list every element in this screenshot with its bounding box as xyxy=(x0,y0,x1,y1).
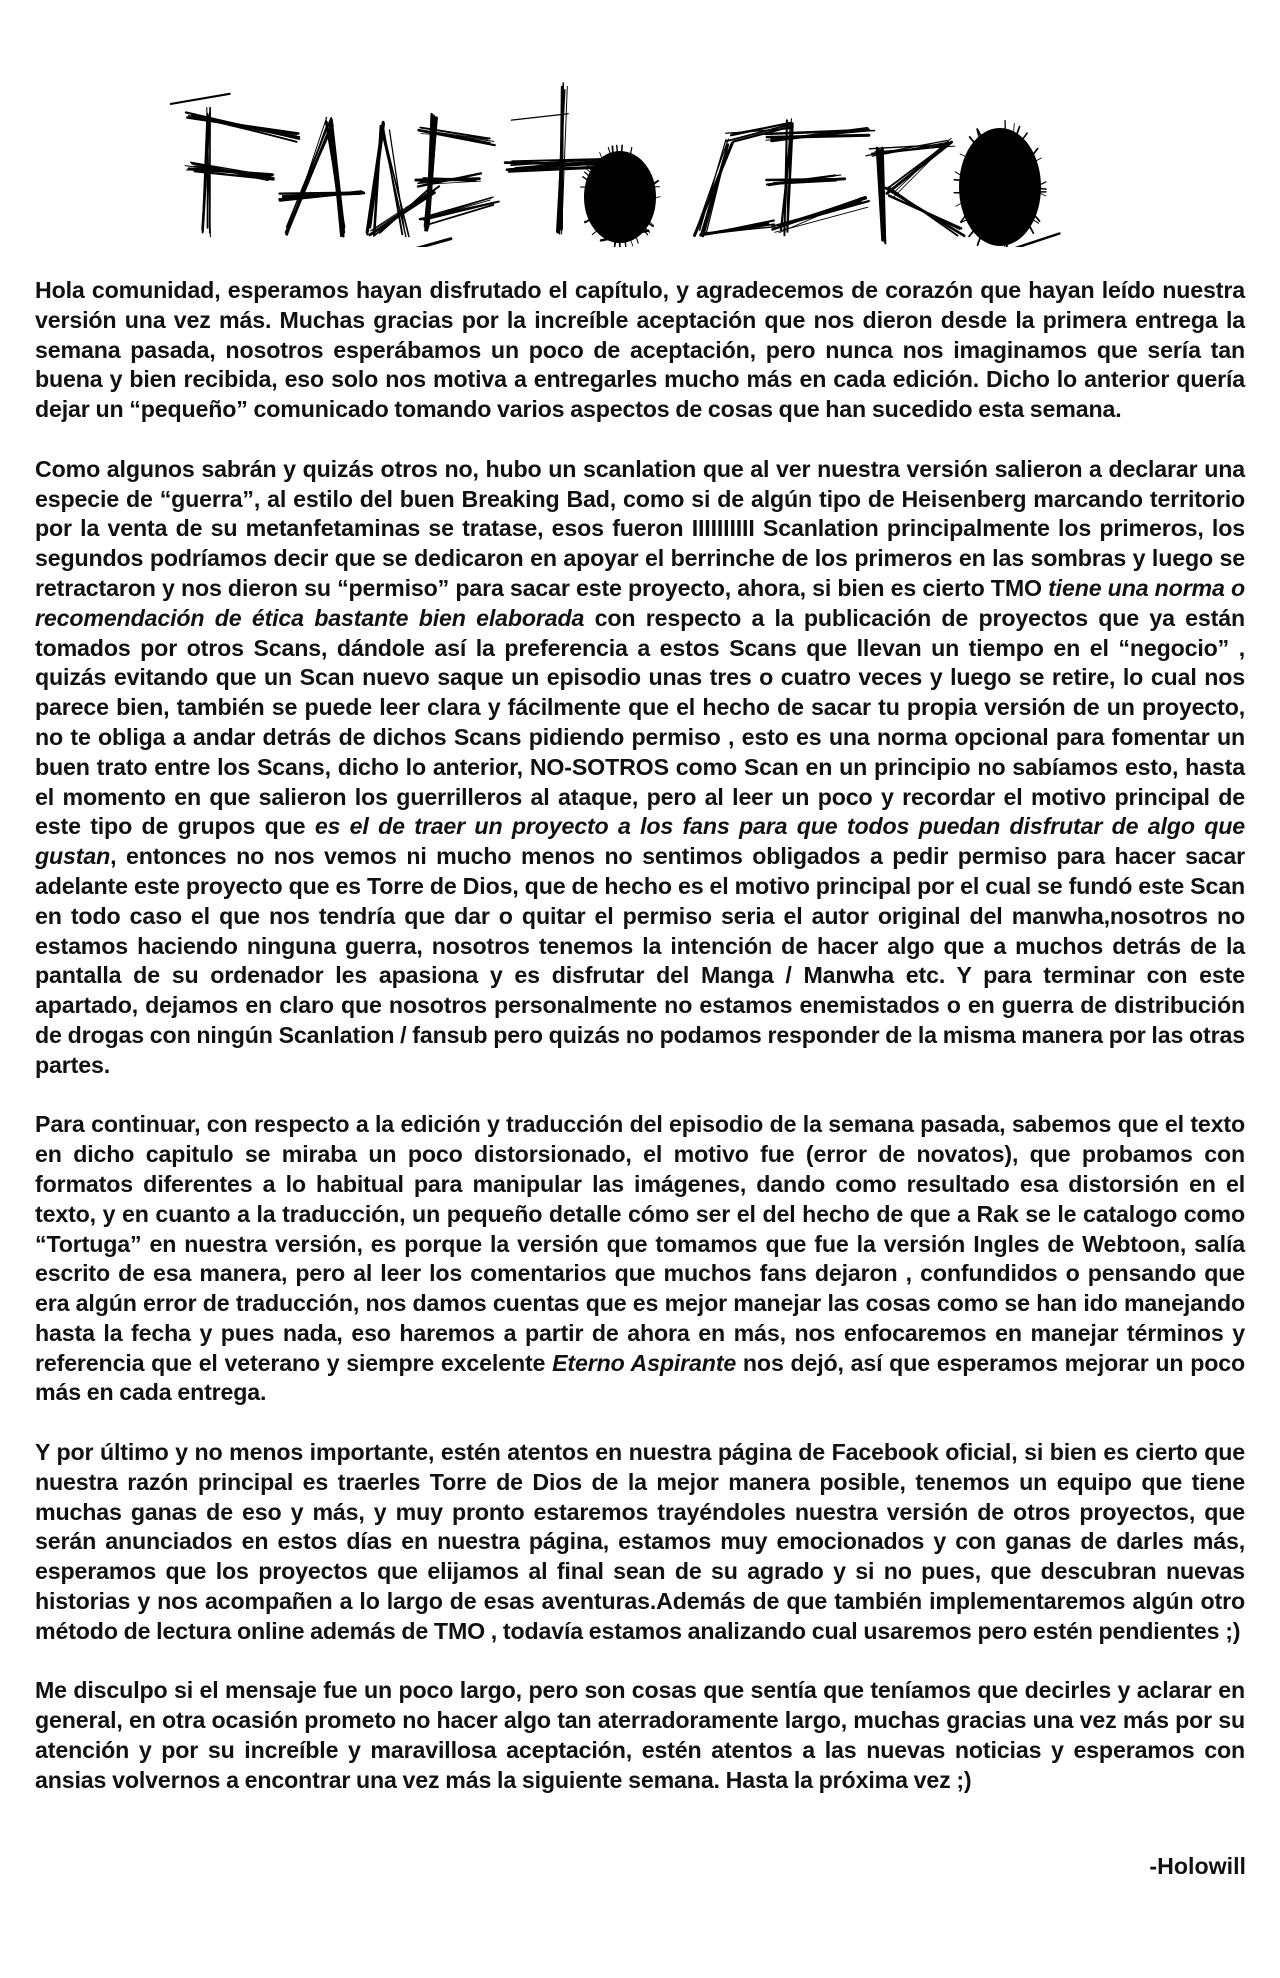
paragraph-text: con respecto a la publicación de proyectos que ya están tomados por otros Scans, dándole así la preferencia a estos Scans que llevan un tiempo en el “negocio” , quizás evitando que un Scan nuevo saque un episodio unas tres o cuatro veces y luego se retire, lo cual nos parece bien, también se puede leer clara y fácilmente que el hecho de sacar tu propia versión de un proyecto, no te obliga a andar detrás de dichos Scans pidiendo permiso , esto es una norma opcional para fomentar un buen trato entre los Scans, dicho lo anterior, NO-SOTROS como Scan en un principio no sabíamos esto, hasta el momento en que salieron los guerrilleros al ataque, pero al leer un poco y recordar el motivo principal de este tipo de grupos que xyxy=(35,604,1245,840)
italic-emphasis: tiene una norma o recomendación de ética bastante bien elaborada xyxy=(35,574,1245,631)
paragraph-text: , entonces no nos vemos ni mucho menos no sentimos obligados a pedir permiso para hacer sacar adelante este proyecto que es Torre de Dios, que de hecho es el motivo principal por el cual se fundó este Scan en todo caso el que nos tendría que dar o quitar el permiso seria el autor original del manwha,nosotros no estamos haciendo ninguna guerra, nosotros tenemos la intención de hacer algo que a muchos detrás de la pantalla de su ordenador les apasiona y es disfrutar del Manga / Manwha etc. Y para terminar con este apartado, dejamos en claro que nosotros personalmente no estamos enemistados o en guerra de distribución de drogas con ningún Scanlation / fansub pero quizás no podamos responder de la misma manera por las otras partes. xyxy=(35,843,1245,1078)
logo-stroke xyxy=(701,224,768,235)
paragraph-text: Me disculpo si el mensaje fue un poco largo, pero son cosas que sentía que teníamos que decirles y aclarar en general, en otra ocasión prometo no hacer algo tan aterradoramente largo, muchas gracias una vez más por su atención y por su increíble y maravillosa aceptación, estén atentos a las nuevas noticias y esperamos con ansias volvernos a encontrar una vez más la siguiente semana. Hasta la próxima vez ;) xyxy=(35,1677,1245,1793)
logo xyxy=(170,82,1070,247)
logo-stroke xyxy=(766,179,841,180)
signature: -Holowill xyxy=(1149,1853,1246,1879)
scribbled-logo-icon xyxy=(170,82,1070,247)
logo-stroke xyxy=(703,146,728,236)
logo-stroke xyxy=(700,139,726,230)
paragraph-text: nos dejó, así que esperamos mejorar un poco más en cada entrega. xyxy=(35,1349,1245,1406)
logo-stroke xyxy=(779,197,861,232)
logo-stroke xyxy=(170,94,229,104)
paragraph-announcements xyxy=(35,1438,1245,1647)
paragraph-translation-notes xyxy=(35,1110,1245,1408)
logo-stroke xyxy=(954,192,1046,193)
logo-stroke xyxy=(695,143,733,235)
logo-stroke xyxy=(888,187,957,235)
italic-emphasis: es el de traer un proyecto a los fans para que todos puedan disfrutar de algo que gustan xyxy=(35,813,1245,870)
logo-stroke xyxy=(697,139,728,228)
italic-emphasis: Eterno Aspirante xyxy=(552,1349,737,1376)
logo-stroke xyxy=(399,239,451,247)
logo-stroke xyxy=(511,114,568,120)
paragraph-scanlation-conflict xyxy=(35,455,1245,1081)
paragraph-text: Para continuar, con respecto a la edición y traducción del episodio de la semana pasada, sabemos que el texto en dicho capitulo se miraba un poco distorsionado, el motivo fue (error de novatos), que probamos con formatos diferentes a lo habitual para manipular las imágenes, dando como resultado esa distorsión en el texto, y en cuanto a la traducción, un pequeño detalle cómo ser el del hecho de que a Rak se le catalogo como “Tortuga” en nuestra versión, es porque la versión que tomamos que fue la versión Ingles de Webtoon, salía escrito de esa manera, pero al leer los comentarios que muchos fans dejaron , confundidos o pensando que era algún error de traducción, nos damos cuentas que es mejor manejar las cosas como se han ido manejando hasta la fecha y pues nada, eso haremos a partir de ahora en más, nos enfocaremos en manejar términos y referencia que el veterano y siempre excelente xyxy=(35,1111,1245,1376)
paragraph-text: Hola comunidad, esperamos hayan disfrutado el capítulo, y agradecemos de corazón que hayan leído nuestra versión una vez más. Muchas gracias por la increíble aceptación que nos dieron desde la primera entrega la semana pasada, nosotros esperábamos un poco de aceptación, pero nunca nos imaginamos que sería tan buena y bien recibida, eso solo nos motiva a entregarles mucho más en cada edición. Dicho lo anterior quería dejar un “pequeño” comunicado tomando varios aspectos de cosas que han sucedido esta semana. xyxy=(35,277,1245,423)
paragraph-text: Y por último y no menos importante, estén atentos en nuestra página de Facebook oficial, si bien es cierto que nuestra razón principal es traerles Torre de Dios de la mejor manera posible, tenemos un equipo que tiene muchas ganas de eso y más, y muy pronto estaremos trayéndoles nuestra versión de otros proyectos, que serán anunciados en estos días en nuestra página, estamos muy emocionados y con ganas de darles más, esperamos que los proyectos que elijamos al final sean de su agrado y si no pues, que descubran nuevas historias y nos acompañen a lo largo de esas aventuras.Además de que también implementaremos algún otro método de lectura online además de TMO , todavía estamos analizando cual usaremos pero estén pendientes ;) xyxy=(35,1439,1245,1644)
letter-body xyxy=(35,276,1245,1825)
paragraph-text: Como algunos sabrán y quizás otros no, hubo un scanlation que al ver nuestra versión salieron a declarar una especie de “guerra”, al estilo del buen Breaking Bad, como si de algún tipo de Heisenberg marcando territorio por la venta de su metanfetaminas se tratase, esos fueron IIIIIIIIII Scanlation principalmente los primeros, los segundos podríamos decir que se dedicaron en apoyar el berrinche de los primeros en las sombras y luego se retractaron y nos dieron su “permiso” para sacar este proyecto, ahora, si bien es cierto TMO xyxy=(35,455,1245,601)
logo-stroke xyxy=(330,121,341,236)
paragraph-intro xyxy=(35,276,1245,425)
logo-stroke xyxy=(424,202,499,220)
paragraph-closing xyxy=(35,1676,1245,1795)
